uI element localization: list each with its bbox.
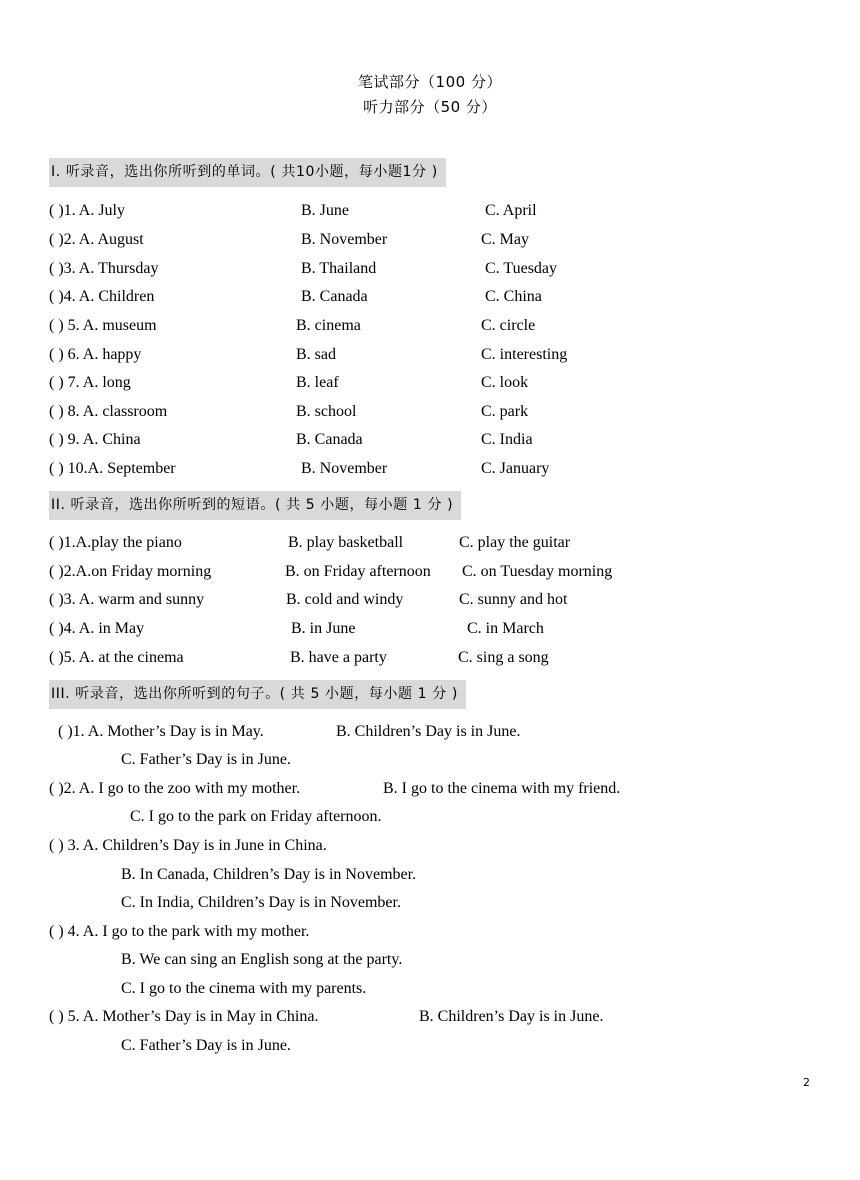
- s1-q10-option-c: C. January: [481, 460, 550, 477]
- s1-q3-option-b: B. Thailand: [301, 260, 377, 277]
- s3-q4-option-c: C. I go to the cinema with my parents.: [121, 980, 367, 997]
- s2-q1-option-c: C. play the guitar: [459, 534, 571, 551]
- s1-q9-option-b: B. Canada: [296, 431, 363, 448]
- s1-q5-option-b: B. cinema: [296, 317, 361, 334]
- s2-q3-option-b: B. cold and windy: [286, 591, 404, 608]
- s1-q6-option-a: ( ) 6. A. happy: [49, 346, 142, 363]
- s3-q2-option-c: C. I go to the park on Friday afternoon.: [130, 808, 382, 825]
- s1-q6-option-c: C. interesting: [481, 346, 568, 363]
- s1-q2-option-a: ( )2. A. August: [49, 231, 144, 248]
- s2-q4-option-a: ( )4. A. in May: [49, 620, 145, 637]
- section-2-heading: II. 听录音，选出你所听到的短语。( 共 5 小题，每小题 1 分 ): [49, 491, 461, 520]
- s1-q2-option-b: B. November: [301, 231, 388, 248]
- header: [0, 70, 860, 120]
- s3-q3-option-c: C. In India, Children’s Day is in November.: [121, 894, 401, 911]
- s3-q4-option-b: B. We can sing an English song at the party.: [121, 951, 403, 968]
- s1-q8-option-c: C. park: [481, 403, 529, 420]
- s1-q4-option-b: B. Canada: [301, 288, 368, 305]
- s1-q1-option-a: ( )1. A. July: [49, 202, 125, 219]
- s2-q4-option-c: C. in March: [467, 620, 544, 637]
- s1-q3-option-a: ( )3. A. Thursday: [49, 260, 159, 277]
- s1-q2-option-c: C. May: [481, 231, 529, 248]
- s3-q5-option-c: C. Father’s Day is in June.: [121, 1037, 291, 1054]
- s3-q3-option-a: ( ) 3. A. Children’s Day is in June in China.: [49, 837, 327, 854]
- s1-q4-option-c: C. China: [485, 288, 542, 305]
- s1-q7-option-c: C. look: [481, 374, 529, 391]
- s2-q2-option-b: B. on Friday afternoon: [285, 563, 431, 580]
- s3-q5-option-a: ( ) 5. A. Mother’s Day is in May in China.: [49, 1008, 319, 1025]
- exam-title: 笔试部分（100 分）: [358, 73, 502, 91]
- s2-q4-option-b: B. in June: [291, 620, 356, 637]
- listening-title: 听力部分（50 分）: [363, 98, 497, 116]
- s1-q10-option-b: B. November: [301, 460, 388, 477]
- s3-q4-option-a: ( ) 4. A. I go to the park with my mother.: [49, 923, 310, 940]
- s2-q1-option-b: B. play basketball: [288, 534, 404, 551]
- s2-q5-option-a: ( )5. A. at the cinema: [49, 649, 184, 666]
- s2-q1-option-a: ( )1.A.play the piano: [49, 534, 182, 551]
- s1-q3-option-c: C. Tuesday: [485, 260, 558, 277]
- s3-q1-option-b: B. Children’s Day is in June.: [336, 723, 521, 740]
- s1-q5-option-c: C. circle: [481, 317, 536, 334]
- s3-q2-option-b: B. I go to the cinema with my friend.: [383, 780, 621, 797]
- s1-q1-option-b: B. June: [301, 202, 349, 219]
- s2-q3-option-a: ( )3. A. warm and sunny: [49, 591, 205, 608]
- s2-q5-option-b: B. have a party: [290, 649, 387, 666]
- page-number: 2: [803, 1076, 810, 1089]
- s2-q5-option-c: C. sing a song: [458, 649, 549, 666]
- s1-q10-option-a: ( ) 10.A. September: [49, 460, 176, 477]
- s1-q7-option-b: B. leaf: [296, 374, 339, 391]
- s1-q5-option-a: ( ) 5. A. museum: [49, 317, 157, 334]
- s1-q9-option-c: C. India: [481, 431, 533, 448]
- section-1-heading: I. 听录音，选出你所听到的单词。( 共10小题，每小题1分 ): [49, 158, 446, 187]
- s1-q7-option-a: ( ) 7. A. long: [49, 374, 131, 391]
- s1-q4-option-a: ( )4. A. Children: [49, 288, 155, 305]
- section-3-heading: III. 听录音，选出你所听到的句子。( 共 5 小题，每小题 1 分 ): [49, 680, 466, 709]
- s3-q2-option-a: ( )2. A. I go to the zoo with my mother.: [49, 780, 301, 797]
- s1-q8-option-a: ( ) 8. A. classroom: [49, 403, 168, 420]
- s3-q3-option-b: B. In Canada, Children’s Day is in November.: [121, 866, 417, 883]
- s3-q5-option-b: B. Children’s Day is in June.: [419, 1008, 604, 1025]
- s1-q8-option-b: B. school: [296, 403, 357, 420]
- s1-q1-option-c: C. April: [485, 202, 537, 219]
- s2-q2-option-c: C. on Tuesday morning: [462, 563, 613, 580]
- s1-q6-option-b: B. sad: [296, 346, 336, 363]
- s3-q1-option-a: ( )1. A. Mother’s Day is in May.: [58, 723, 264, 740]
- s1-q9-option-a: ( ) 9. A. China: [49, 431, 141, 448]
- s2-q2-option-a: ( )2.A.on Friday morning: [49, 563, 212, 580]
- s3-q1-option-c: C. Father’s Day is in June.: [121, 751, 291, 768]
- s2-q3-option-c: C. sunny and hot: [459, 591, 568, 608]
